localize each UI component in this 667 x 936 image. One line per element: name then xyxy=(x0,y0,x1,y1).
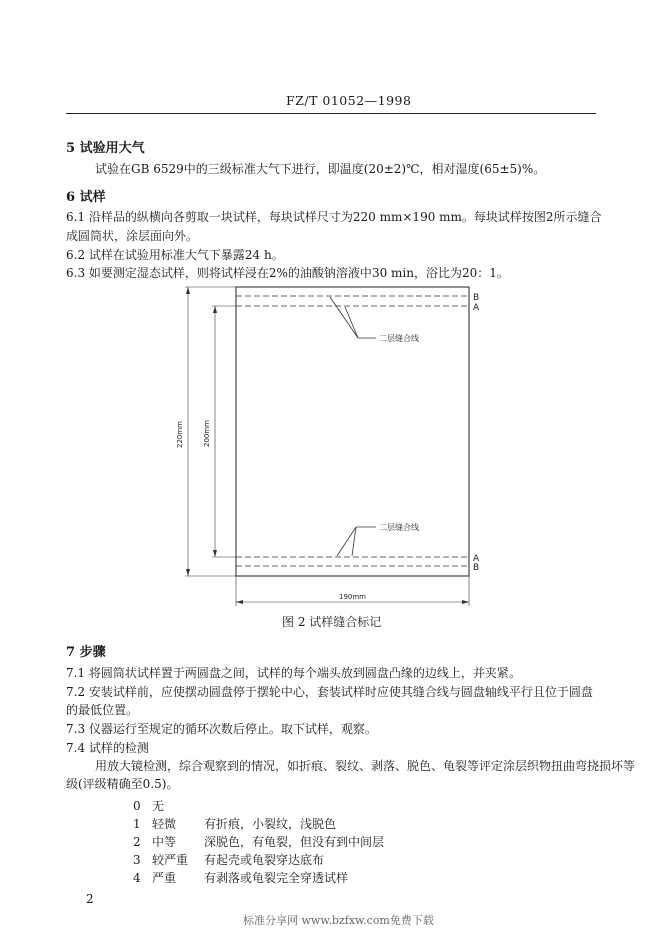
clause-6-1: 6.1 沿样品的纵横向各剪取一块试样，每块试样尺寸为220 mm×190 mm。每块试样按图2所示缝合 xyxy=(66,210,602,224)
clause-7-3: 7.3 仪器运行至规定的循环次数后停止。取下试样，观察。 xyxy=(66,722,377,736)
clause-6-2: 6.2 试样在试验用标准大气下暴露24 h。 xyxy=(66,248,284,262)
figure-caption: 图 2 试样缝合标记 xyxy=(282,615,382,629)
dim-200-arrow-top xyxy=(213,306,217,313)
grade-1-desc: 有折痕，小裂纹，浅脱色 xyxy=(204,817,337,831)
grade-4-desc: 有剥落或龟裂完全穿透试样 xyxy=(204,871,349,885)
mark-bottom-a: A xyxy=(473,554,480,564)
grade-3-name: 较严重 xyxy=(152,853,189,867)
clause-7-1: 7.1 将圆筒状试样置于两圆盘之间，试样的每个端头放到圆盘凸缘的边线上，并夹紧。 xyxy=(66,666,521,680)
dim-220-arrow-bottom xyxy=(186,569,190,576)
leader-bottom-2 xyxy=(352,527,356,556)
section-7-title: 7 步骤 xyxy=(66,645,106,660)
mark-bottom-b: B xyxy=(473,563,480,573)
clause-7-2-cont: 的最低位置。 xyxy=(66,703,139,717)
grade-1-name: 轻微 xyxy=(152,817,177,831)
clause-7-4: 7.4 试样的检测 xyxy=(66,741,149,755)
clause-7-4-body-cont: 级(评级精确至0.5)。 xyxy=(66,777,179,791)
grade-3-num: 3 xyxy=(133,853,141,867)
label-seam-bottom: 二层缝合线 xyxy=(379,523,419,532)
grade-2-desc: 深脱色，有龟裂，但没有到中间层 xyxy=(204,835,385,849)
grade-2-name: 中等 xyxy=(152,835,177,849)
dim-200-label: 200mm xyxy=(203,420,211,447)
grade-2-num: 2 xyxy=(133,835,141,849)
section-5-title: 5 试验用大气 xyxy=(66,141,145,156)
grade-0-name: 无 xyxy=(152,799,165,813)
grade-3-desc: 有起壳或龟裂穿达底布 xyxy=(204,853,325,867)
section-6-title: 6 试样 xyxy=(66,190,106,205)
label-seam-top: 二层缝合线 xyxy=(379,334,419,343)
clause-7-4-body: 用放大镜检测，综合观察到的情况，如折痕、裂纹、剥落、脱色、龟裂等评定涂层织物扭曲弯挠损坏等 xyxy=(95,759,636,773)
dim-220-arrow-top xyxy=(186,287,190,294)
mark-top-a: A xyxy=(473,303,480,313)
grade-1-num: 1 xyxy=(133,817,141,831)
grade-4-num: 4 xyxy=(133,871,141,885)
clause-7-2: 7.2 安装试样前，应使摆动圆盘停于摆轮中心，套装试样时应使其缝合线与圆盘轴线平行且位于圆盘 xyxy=(66,685,593,699)
mark-top-b: B xyxy=(473,293,480,303)
leader-bottom-1 xyxy=(337,527,356,556)
clause-6-1-cont: 成圆筒状，涂层面向外。 xyxy=(66,229,199,243)
dim-220-label: 220mm xyxy=(176,421,184,448)
dim-190-label: 190mm xyxy=(339,593,366,601)
leader-top-1 xyxy=(330,297,358,338)
doc-code: FZ/T 01052—1998 xyxy=(286,93,412,108)
dim-190-arrow-right xyxy=(462,600,469,604)
grade-4-name: 严重 xyxy=(152,871,177,885)
clause-6-3: 6.3 如要测定湿态试样，则将试样浸在2%的油酸钠溶液中30 min，浴比为20：1。 xyxy=(66,266,509,280)
watermark: 标准分享网 www.bzfxw.com免费下载 xyxy=(243,914,434,927)
dim-200-arrow-bottom xyxy=(213,550,217,557)
page-number: 2 xyxy=(86,892,94,906)
grade-0-num: 0 xyxy=(133,799,141,813)
section-5-body: 试验在GB 6529中的三级标准大气下进行，即温度(20±2)℃，相对湿度(65±5)%。 xyxy=(95,162,546,176)
dim-190-arrow-left xyxy=(236,600,243,604)
